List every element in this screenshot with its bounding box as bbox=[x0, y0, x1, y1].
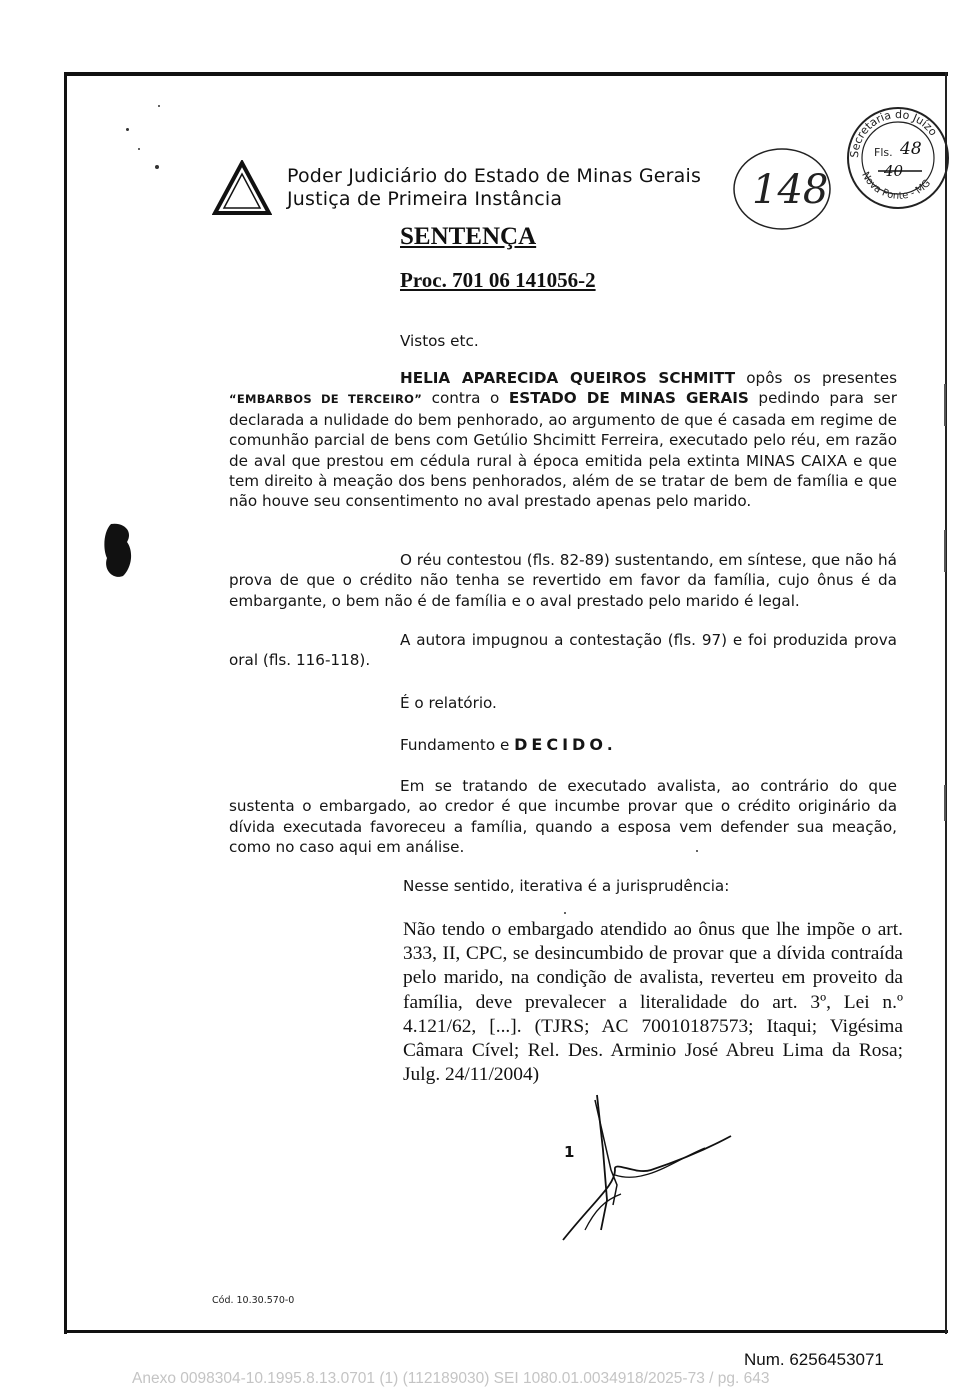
scan-speck bbox=[138, 148, 140, 150]
text-run: . bbox=[606, 736, 613, 754]
scan-speck bbox=[158, 105, 160, 107]
stamp-fls-struck: 40 bbox=[884, 162, 904, 180]
hole-punch-mark bbox=[103, 522, 133, 578]
scan-speck bbox=[126, 128, 129, 131]
text-run: Fundamento e bbox=[400, 736, 515, 754]
stamp-top-text: Secretaria do Juízo bbox=[847, 107, 940, 159]
header-court-name: Poder Judiciário do Estado de Minas Gerais bbox=[287, 165, 702, 187]
embargos-label: “EMBARBOS DE TERCEIRO” bbox=[229, 392, 423, 407]
page-border-right bbox=[945, 72, 947, 1334]
handwritten-page-mark bbox=[730, 145, 840, 235]
annex-watermark: Anexo 0098304-10.1995.8.13.0701 (1) (112189030) SEI 1080.01.0034918/2025-73 / pg. 643 bbox=[132, 1370, 770, 1387]
paragraph-claim bbox=[229, 368, 897, 512]
margin-mark bbox=[944, 530, 946, 572]
scan-speck bbox=[564, 912, 566, 914]
handwritten-number: 148 bbox=[752, 167, 829, 213]
paragraph-reasoning bbox=[229, 776, 897, 858]
paragraph-impugnation bbox=[229, 630, 897, 671]
margin-mark bbox=[944, 384, 946, 426]
page-border-left bbox=[64, 72, 67, 1334]
page-number: 1 bbox=[564, 1143, 575, 1161]
jurisprudence-quote: Não tendo o embargado atendido ao ônus que lhe impõe o art. 333, II, CPC, se desincumbido de provar que a dívida contraída pelo marido, na condição de avalista, reverteu em proveito da família, deve prevalecer a literalidade do art. 3º, Lei n.º 4.121/62, [...]. (TJRS; AC 70010187573; Itaqui; Vigésima Câmara Cível; Rel. Des. Arminio José Abreu Lima da Rosa; Julg. 24/11/2004) bbox=[403, 919, 903, 1086]
judiciary-triangle-logo bbox=[212, 160, 272, 216]
relatorio-line: É o relatório. bbox=[400, 694, 497, 712]
text-run: A autora impugnou a contestação (fls. 97) e foi produzida prova oral (fls. 116-118). bbox=[229, 631, 897, 670]
document-title: SENTENÇA bbox=[400, 223, 537, 250]
form-code: Cód. 10.30.570-0 bbox=[212, 1295, 295, 1306]
page-border-bottom bbox=[64, 1330, 948, 1333]
header-instance: Justiça de Primeira Instância bbox=[287, 188, 563, 210]
defendant-name: ESTADO DE MINAS GERAIS bbox=[508, 389, 749, 408]
process-number: Proc. 701 06 141056-2 bbox=[400, 268, 596, 292]
page-border-top bbox=[64, 72, 948, 76]
document-num: Num. 6256453071 bbox=[744, 1350, 884, 1369]
margin-mark bbox=[944, 785, 946, 821]
scan-speck bbox=[155, 165, 159, 169]
text-run: contra o bbox=[422, 389, 509, 408]
court-stamp bbox=[840, 96, 952, 214]
stamp-fls-label: Fls. bbox=[874, 146, 893, 159]
vistos-line: Vistos etc. bbox=[400, 332, 479, 350]
plaintiff-name: HELIA APARECIDA QUEIROS SCHMITT bbox=[400, 369, 736, 387]
stamp-fls-value: 48 bbox=[900, 139, 922, 159]
paragraph-contestation bbox=[229, 550, 897, 611]
decido-word: DECIDO bbox=[514, 735, 607, 754]
judge-signature bbox=[555, 1090, 745, 1250]
text-run: Em se tratando de executado avalista, ao contrário do que sustenta o embargado, ao credor é que incumbe provar que o crédito originário da dívida executada favoreceu a família, quando a esposa vem defender sua meação, como no caso aqui em análise. bbox=[229, 777, 897, 857]
fundamento-line bbox=[400, 735, 613, 755]
stamp-bottom-text: Nova Ponte - MG bbox=[859, 170, 933, 202]
text-run: O réu contestou (fls. 82-89) sustentando, em síntese, que não há prova de que o crédito não tenha se revertido em favor da família, cujo ônus é da embargante, o bem não é de família e o aval prestado pelo marido é legal. bbox=[229, 551, 897, 610]
jurisprudence-intro: Nesse sentido, iterativa é a jurisprudência: bbox=[403, 877, 730, 895]
text-run: opôs os presentes bbox=[735, 369, 897, 387]
text-run: pedindo para ser declarada a nulidade do bem penhorado, ao argumento de que é casada em regime de comunhão parcial de bens com Getúlio Shcimitt Ferreira, executado pelo réu, em razão de aval que prestou em cédula rural à época emitida pela extinta MINAS CAIXA e que tem direito à meação dos bens penhorados, além de se tratar de bem de família e que não houve seu consentimento no aval prestado apenas pelo marido. bbox=[229, 389, 898, 511]
